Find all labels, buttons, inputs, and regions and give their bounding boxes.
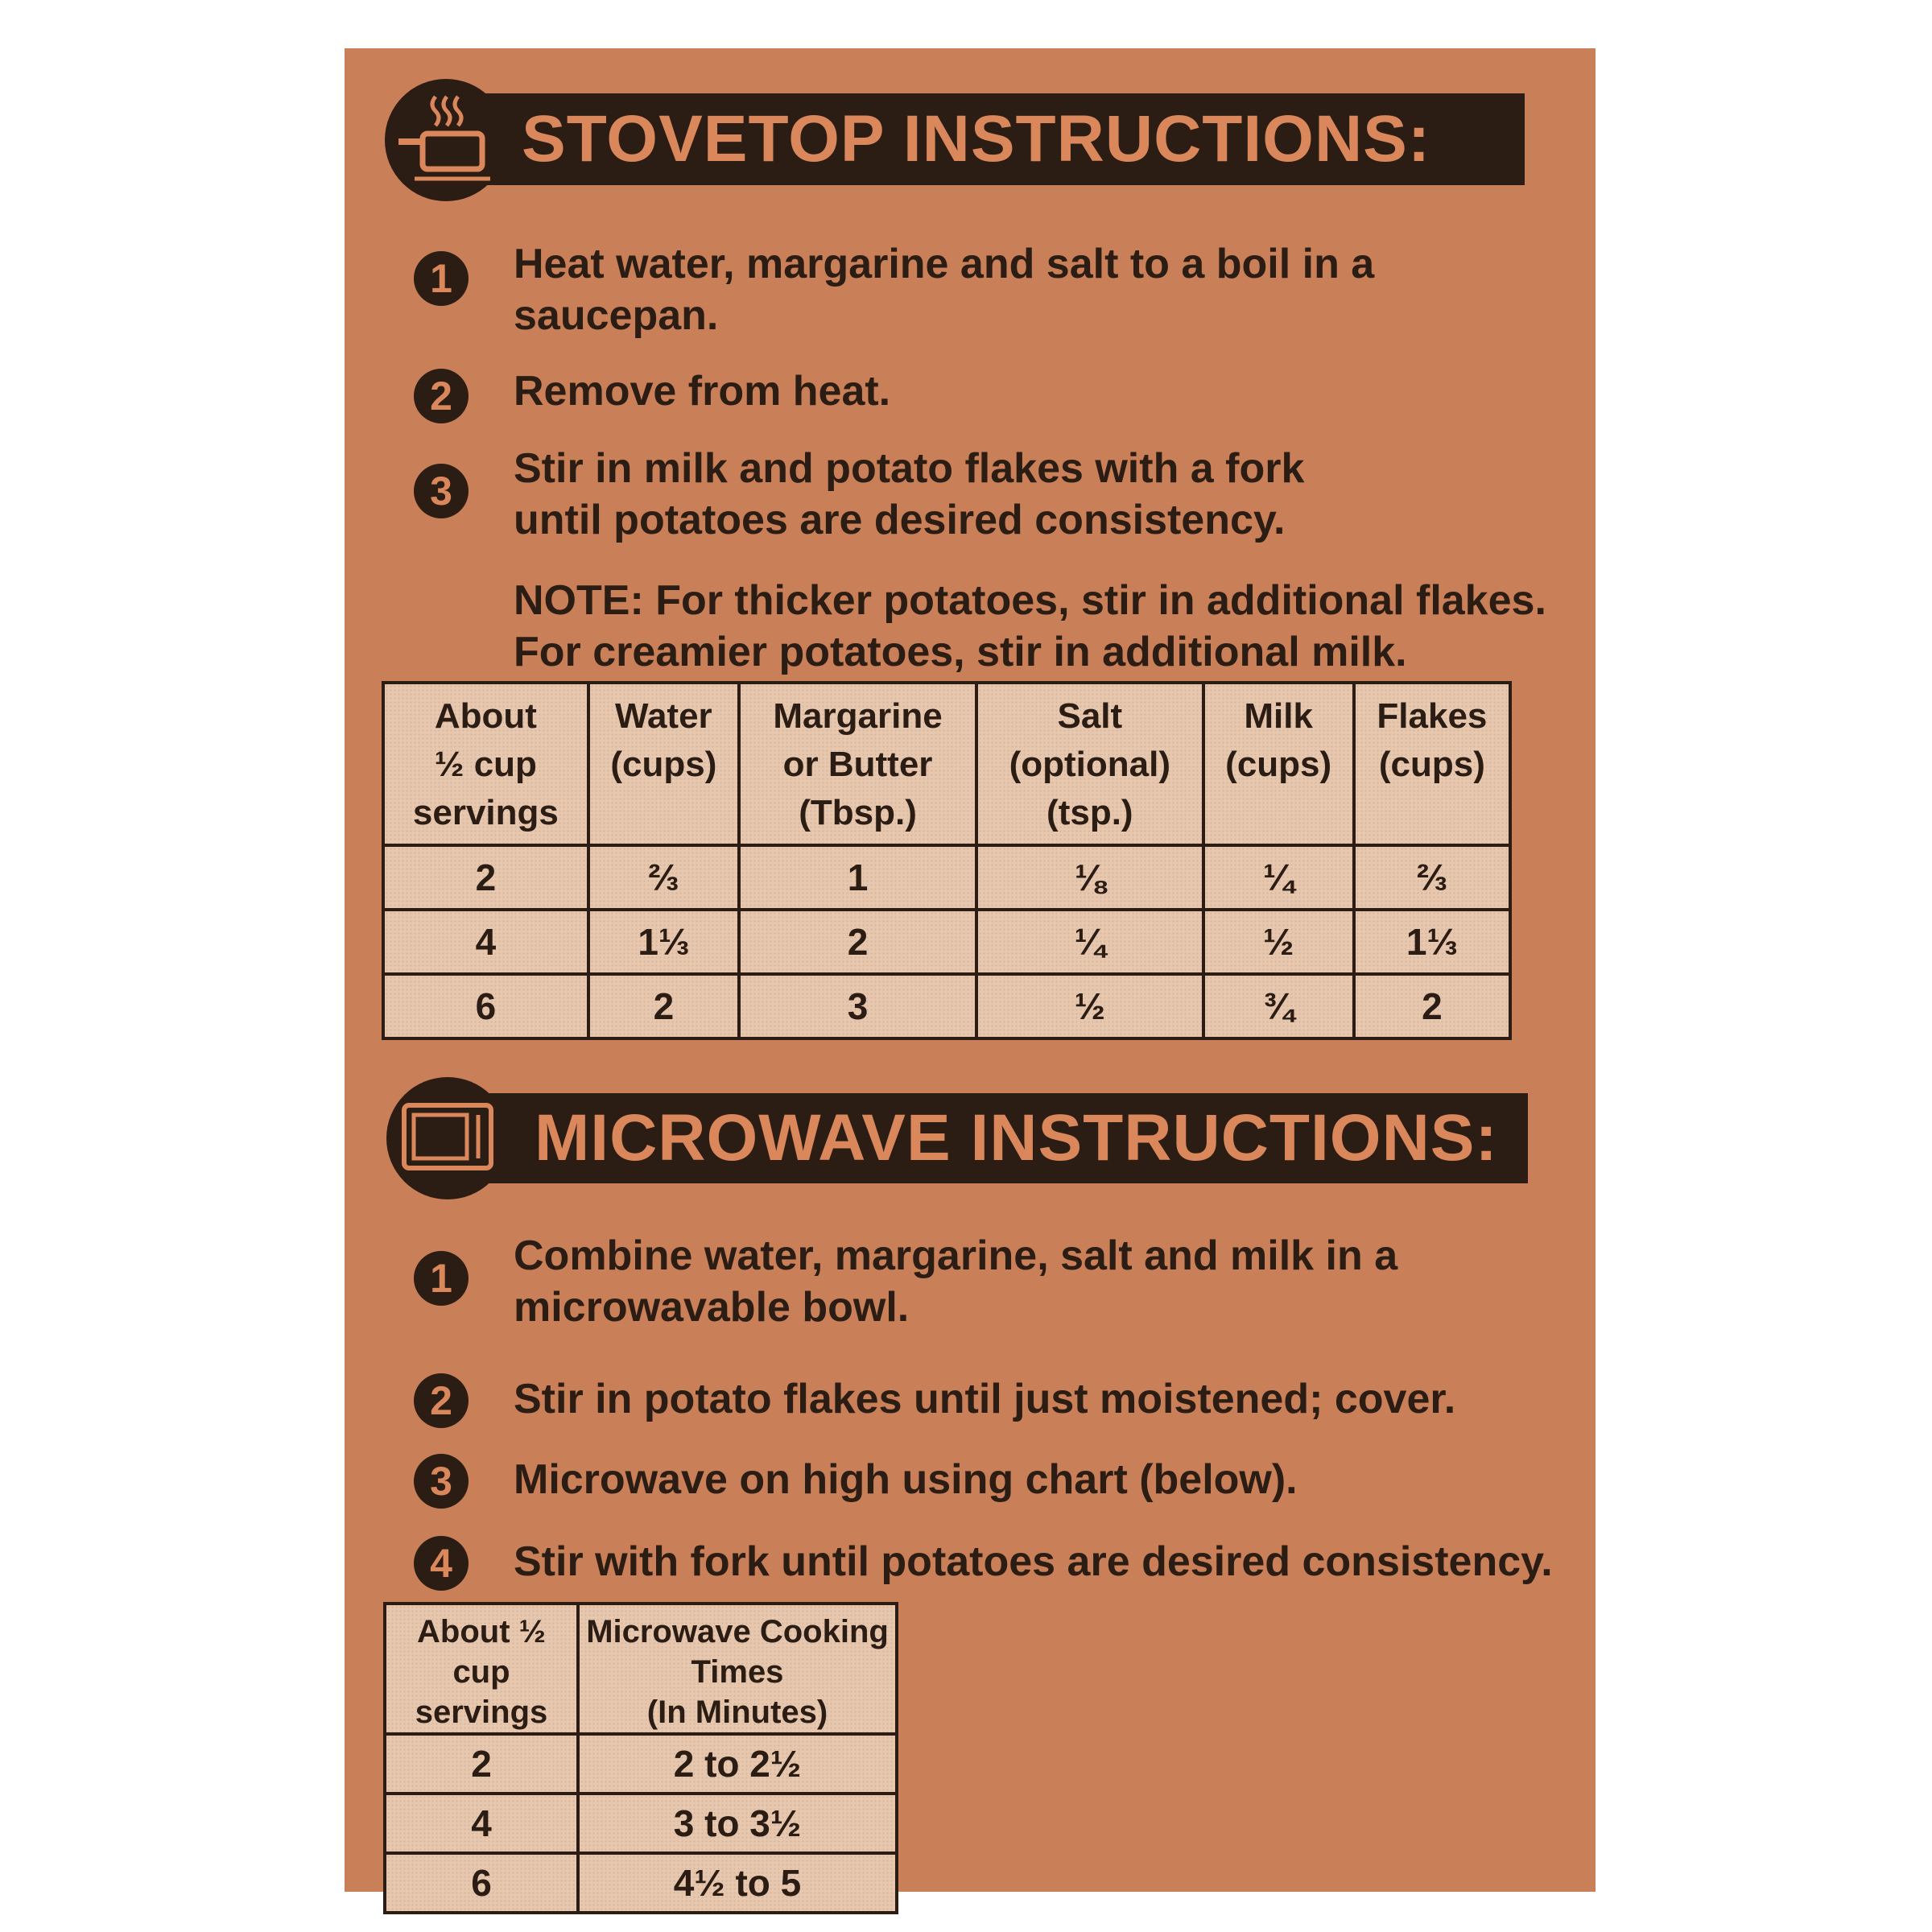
table-cell: ½ — [976, 974, 1203, 1038]
table-cell: 1⅓ — [1354, 910, 1510, 974]
note-line-1: NOTE: For thicker potatoes, stir in additional flakes. — [514, 577, 1546, 624]
table-row — [383, 974, 1510, 1038]
step-number: 1 — [414, 251, 469, 306]
table-cell: 2 — [588, 974, 739, 1038]
table-cell: 2 — [1354, 974, 1510, 1038]
header-margarine: Margarine or Butter (Tbsp.) — [739, 683, 976, 845]
step-number: 3 — [414, 464, 469, 518]
table-cell: ¼ — [976, 910, 1203, 974]
microwave-step-4 — [414, 1536, 1573, 1591]
header-servings: About ½ cup servings — [383, 683, 588, 845]
step-text: Stir with fork until potatoes are desired consistency. — [514, 1538, 1553, 1585]
step-number: 3 — [414, 1454, 469, 1509]
header-milk: Milk (cups) — [1203, 683, 1354, 845]
stovetop-header-bar — [441, 93, 1525, 185]
table-cell: 2 — [383, 845, 588, 910]
table-header-row — [383, 683, 1510, 845]
step-number: 2 — [414, 369, 469, 423]
step-number: 4 — [414, 1536, 469, 1591]
stovetop-step-1 — [414, 238, 1380, 341]
microwave-step-2 — [414, 1373, 1460, 1428]
table-cell: 4½ to 5 — [578, 1853, 897, 1913]
stovetop-step-3 — [414, 443, 1380, 546]
table-cell: ⅔ — [588, 845, 739, 910]
saucepan-icon — [394, 90, 498, 191]
instructions-panel — [345, 48, 1596, 1904]
table-cell: ¼ — [1203, 845, 1354, 910]
table-cell: 3 to 3½ — [578, 1794, 897, 1853]
table-cell: 3 — [739, 974, 976, 1038]
microwave-header-bar — [446, 1093, 1528, 1183]
step-text: Combine water, margarine, salt and milk in a microwavable bowl. — [514, 1232, 1398, 1331]
table-cell: ¾ — [1203, 974, 1354, 1038]
microwave-icon-circle — [386, 1077, 509, 1199]
header-salt: Salt (optional) (tsp.) — [976, 683, 1203, 845]
header-servings: About ½ cup servings — [385, 1604, 578, 1734]
table-cell: ½ — [1203, 910, 1354, 974]
table-cell: 1⅓ — [588, 910, 739, 974]
step-text: Stir in milk and potato flakes with a fork until potatoes are desired consistency. — [514, 445, 1305, 543]
table-cell: ⅔ — [1354, 845, 1510, 910]
stovetop-note — [514, 575, 1560, 678]
table-cell: 2 — [385, 1734, 578, 1794]
stovetop-table — [382, 681, 1512, 1040]
microwave-table — [383, 1602, 898, 1914]
microwave-step-3 — [414, 1454, 1460, 1509]
step-text: Heat water, margarine and salt to a boil in a saucepan. — [514, 241, 1375, 339]
table-row — [385, 1734, 897, 1794]
table-cell: 6 — [383, 974, 588, 1038]
note-line-2: For creamier potatoes, stir in additional milk. — [514, 629, 1407, 675]
step-text: Stir in potato flakes until just moistened; cover. — [514, 1376, 1456, 1422]
microwave-icon — [399, 1100, 496, 1177]
step-text: Remove from heat. — [514, 368, 891, 415]
stovetop-title: STOVETOP INSTRUCTIONS: — [522, 102, 1431, 175]
table-cell: ⅛ — [976, 845, 1203, 910]
header-water: Water (cups) — [588, 683, 739, 845]
table-cell: 4 — [385, 1794, 578, 1853]
table-row — [383, 845, 1510, 910]
stovetop-step-2 — [414, 365, 1380, 423]
header-flakes: Flakes (cups) — [1354, 683, 1510, 845]
table-cell: 6 — [385, 1853, 578, 1913]
table-cell: 1 — [739, 845, 976, 910]
table-row — [383, 910, 1510, 974]
step-number: 2 — [414, 1373, 469, 1428]
step-text: Microwave on high using chart (below). — [514, 1456, 1298, 1503]
table-row — [385, 1853, 897, 1913]
header-cooking-times: Microwave Cooking Times (In Minutes) — [578, 1604, 897, 1734]
microwave-step-1 — [414, 1230, 1460, 1333]
table-row — [385, 1794, 897, 1853]
table-cell: 2 to 2½ — [578, 1734, 897, 1794]
microwave-title: MICROWAVE INSTRUCTIONS: — [535, 1101, 1498, 1174]
table-header-row — [385, 1604, 897, 1734]
table-cell: 4 — [383, 910, 588, 974]
table-cell: 2 — [739, 910, 976, 974]
step-number: 1 — [414, 1251, 469, 1306]
stovetop-icon-circle — [385, 79, 507, 201]
